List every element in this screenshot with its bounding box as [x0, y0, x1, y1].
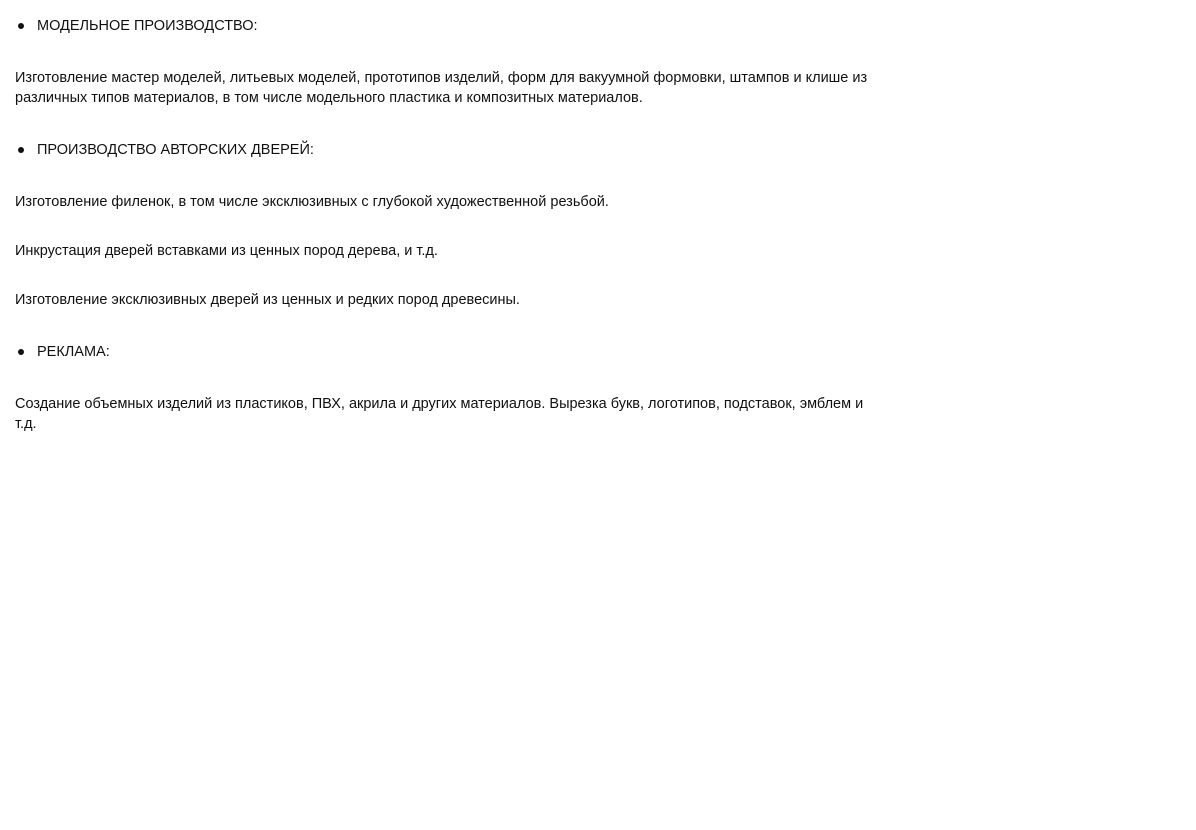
section-paragraph: Изготовление эксклюзивных дверей из ценных и редких пород древесины.: [15, 292, 520, 308]
section-paragraph: Создание объемных изделий из пластиков, ПВХ, акрила и других материалов. Вырезка букв, логотипов, подставок, эмблем и т.д.: [15, 396, 864, 432]
section-paragraph: Инкрустация дверей вставками из ценных пород дерева, и т.д.: [15, 243, 438, 259]
section-heading-text: РЕКЛАМА:: [37, 344, 110, 360]
section-heading-advertising: [15, 342, 110, 362]
section-heading-text: ПРОИЗВОДСТВО АВТОРСКИХ ДВЕРЕЙ:: [37, 142, 314, 158]
section-heading-modeling: [15, 16, 258, 36]
section-heading-text: МОДЕЛЬНОЕ ПРОИЗВОДСТВО:: [37, 18, 258, 34]
section-heading-doors: [15, 140, 314, 160]
section-paragraph: Изготовление мастер моделей, литьевых моделей, прототипов изделий, форм для вакуумной формовки, штампов и клише из различных типов материалов, в том числе модельного пластика и композитных материалов.: [15, 70, 868, 106]
bullet-icon: [18, 23, 24, 29]
bullet-icon: [18, 349, 24, 355]
section-paragraph: Изготовление филенок, в том числе эксклюзивных с глубокой художественной резьбой.: [15, 194, 609, 210]
bullet-icon: [18, 147, 24, 153]
